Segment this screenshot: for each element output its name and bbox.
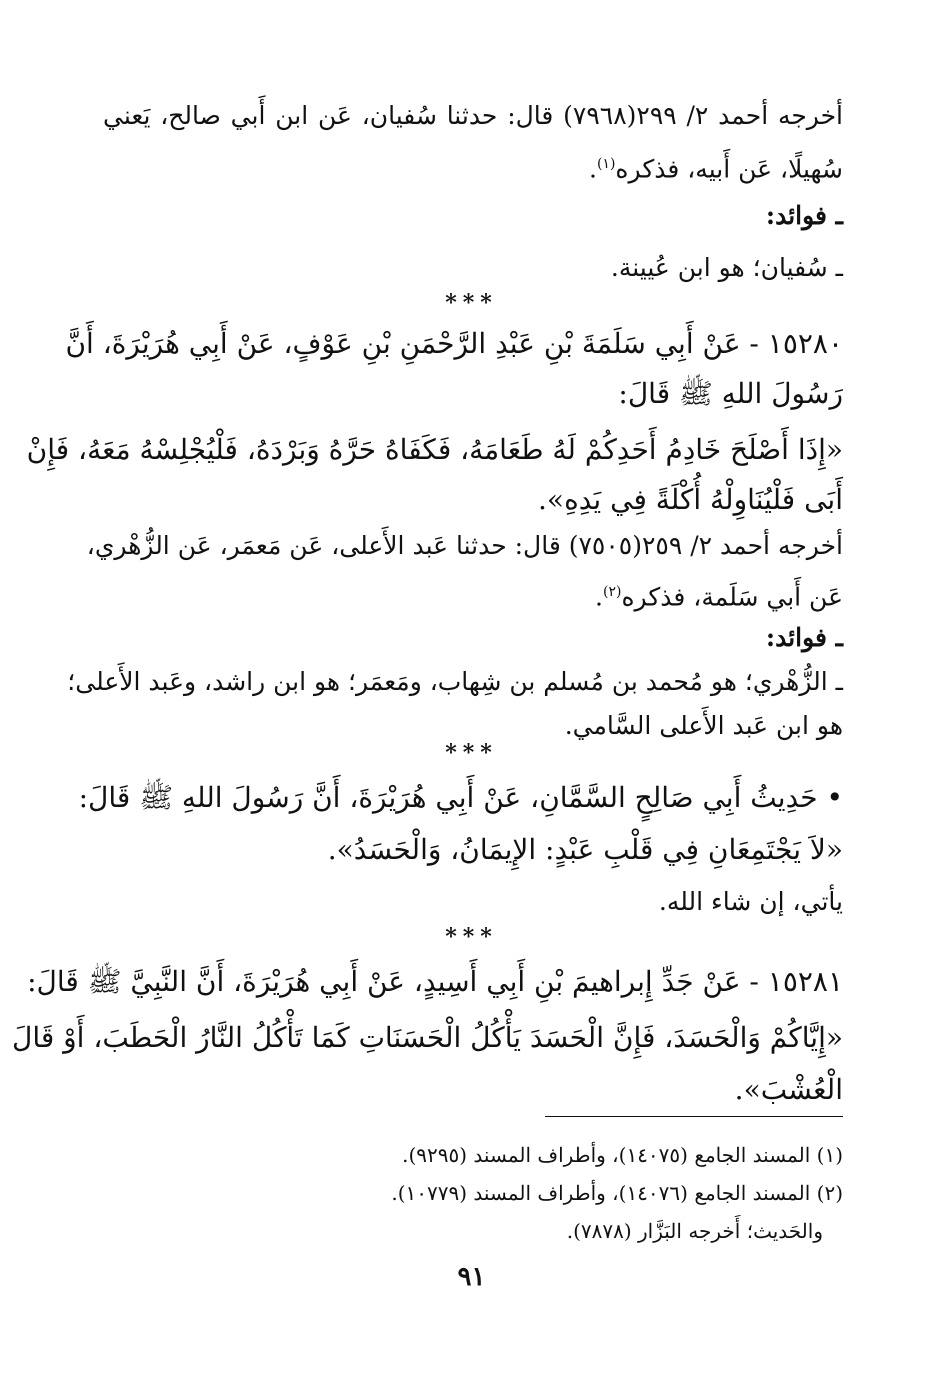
text-span: سُهيلًا، عَن أَبيه، فذكره [615,154,843,184]
separator: *** [445,924,498,950]
text-line: أخرجه أحمد ٢/ ٢٥٩(٧٥٠٥) قال: حدثنا عَبد الأَعلى، عَن مَعمَر، عَن الزُّهْري، [86,531,843,560]
text-line: أخرجه أحمد ٢/ ٢٩٩(٧٩٦٨) قال: حدثنا سُفيان، عَن ابن أَبي صالح، يَعني [103,101,843,130]
page-number: ٩١ [457,1262,486,1292]
hadith-line: «إِذَا أَصْلَحَ خَادِمُ أَحَدِكُمْ لَهُ طَعَامَهُ، فَكَفَاهُ حَرَّهُ وَبَرْدَهُ، فَلْيُجْلِسْهُ مَعَهُ، فَإِنْ [26,433,843,466]
hadith-line: أَبَى فَلْيُنَاوِلْهُ أُكْلَةً فِي يَدِهِ». [538,483,843,516]
footnote: (١) المسند الجامع (١٤٠٧٥)، وأطراف المسند (٩٢٩٥). [402,1143,843,1167]
text-line: سُهيلًا، عَن أَبيه، فذكره$^{(١)}$. [589,154,843,184]
hadith-line: «لاَ يَجْتَمِعَانِ فِي قَلْبِ عَبْدٍ: الإِيمَانُ، وَالْحَسَدُ». [327,833,843,866]
footnote-ref: (٢) [602,584,622,600]
text-span: عَن أَبي سَلَمة، فذكره [621,582,843,612]
hadith-line: الْعُشْبَ». [734,1073,843,1106]
text-line: ـ سُفيان؛ هو ابن عُيينة. [610,253,843,282]
section-heading: ـ فوائد: [765,201,843,230]
hadith-line: ١٥٢٨٠ - عَنْ أَبِي سَلَمَةَ بْنِ عَبْدِ الرَّحْمَنِ بْنِ عَوْفٍ، عَنْ أَبِي هُرَيْرَةَ، أَنَّ [65,327,843,360]
hadith-line: ١٥٢٨١ - عَنْ جَدِّ إِبراهيمَ بْنِ أَبِي أَسِيدٍ، عَنْ أَبِي هُرَيْرَةَ، أَنَّ النَّبِيَّ ﷺ قَالَ: [27,965,843,998]
text-line: عَن أَبي سَلَمة، فذكره$^{(٢)}$. [595,582,843,612]
footnote: (٢) المسند الجامع (١٤٠٧٦)، وأطراف المسند (١٠٧٧٩). [391,1181,843,1205]
hadith-line: رَسُولَ اللهِ ﷺ قَالَ: [618,377,843,410]
text-line: هو ابن عَبد الأَعلى السَّامي. [564,711,843,740]
text-line: يأتي، إن شاء الله. [658,887,843,916]
separator: *** [445,290,498,316]
footnote-ref: (١) [596,156,616,172]
text-line: ـ الزُّهْري؛ هو مُحمد بن مُسلم بن شِهاب، ومَعمَر؛ هو ابن راشد، وعَبد الأَعلى؛ [67,667,843,696]
footnote: والحَديث؛ أَخرجه البَزَّار (٧٨٧٨). [566,1219,823,1243]
section-heading: ـ فوائد: [765,623,843,652]
separator: *** [445,740,498,766]
hadith-line: «إِيَّاكُمْ وَالْحَسَدَ، فَإِنَّ الْحَسَدَ يَأْكُلُ الْحَسَنَاتِ كَمَا تَأْكُلُ النَّارُ الْحَطَبَ، أَوْ قَالَ [12,1021,843,1054]
hadith-line: • حَدِيثُ أَبِي صَالِحٍ السَّمَّانِ، عَنْ أَبِي هُرَيْرَةَ، أَنَّ رَسُولَ اللهِ ﷺ قَالَ: [78,781,843,814]
footnote-separator [545,1116,843,1117]
